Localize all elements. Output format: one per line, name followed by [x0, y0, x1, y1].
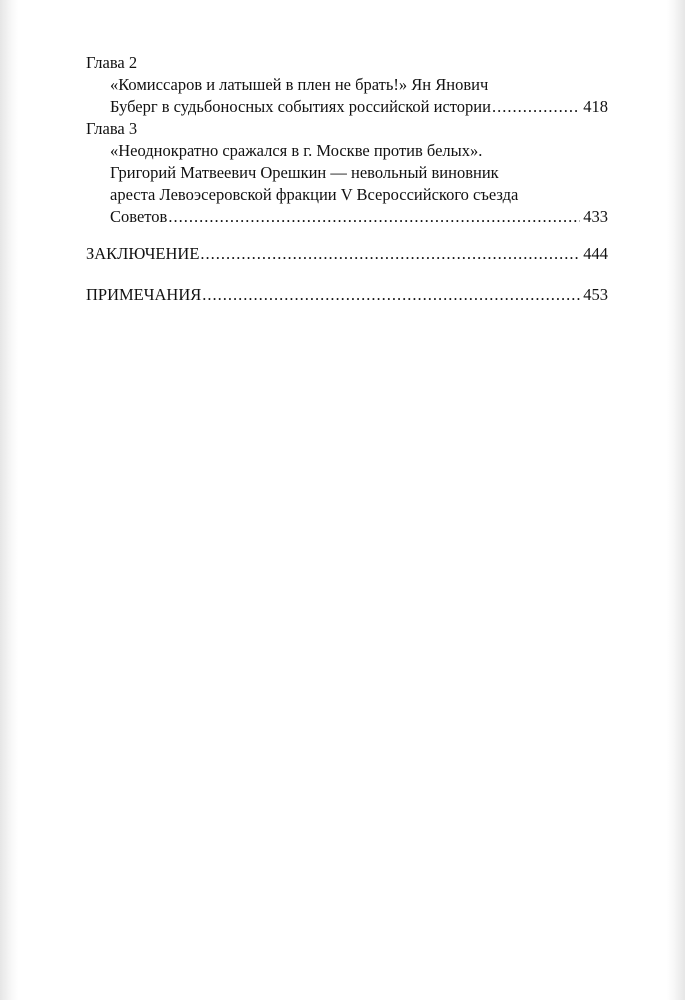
chapter-3-title-line-4: Советов	[110, 207, 168, 226]
chapter-3-title-line-2: Григорий Матвеевич Орешкин — невольный виновник	[110, 163, 499, 182]
chapter-3-title-line-1: «Неоднократно сражался в г. Москве против белых».	[110, 141, 483, 160]
chapter-2-page-number: 418	[583, 97, 608, 116]
dot-leader	[200, 243, 580, 265]
table-of-contents	[86, 52, 608, 306]
chapter-2-title-line-2: Буберг в судьбоносных событиях российской истории	[110, 97, 491, 116]
dot-leader	[168, 206, 580, 228]
spacer	[86, 228, 608, 243]
chapter-2-label: Глава 2	[86, 53, 138, 72]
chapter-3-page-number: 433	[583, 207, 608, 226]
notes-label: ПРИМЕЧАНИЯ	[86, 285, 202, 304]
page-edge-left	[0, 0, 18, 1000]
notes-entry[interactable]	[86, 284, 608, 306]
chapter-3-label: Глава 3	[86, 119, 138, 138]
conclusion-entry[interactable]	[86, 243, 608, 265]
chapter-3-entry[interactable]	[86, 206, 608, 228]
conclusion-page-number: 444	[583, 244, 608, 263]
page-edge-right	[667, 0, 685, 1000]
notes-page-number: 453	[583, 285, 608, 304]
chapter-2-entry[interactable]	[86, 96, 608, 118]
chapter-2-title-line-1: «Комиссаров и латышей в плен не брать!» Ян Янович	[110, 75, 489, 94]
spacer	[86, 265, 608, 284]
conclusion-label: ЗАКЛЮЧЕНИЕ	[86, 244, 200, 263]
chapter-3-title-line-3: ареста Левоэсеровской фракции V Всероссийского съезда	[110, 185, 519, 204]
dot-leader	[492, 96, 580, 118]
dot-leader	[202, 284, 580, 306]
